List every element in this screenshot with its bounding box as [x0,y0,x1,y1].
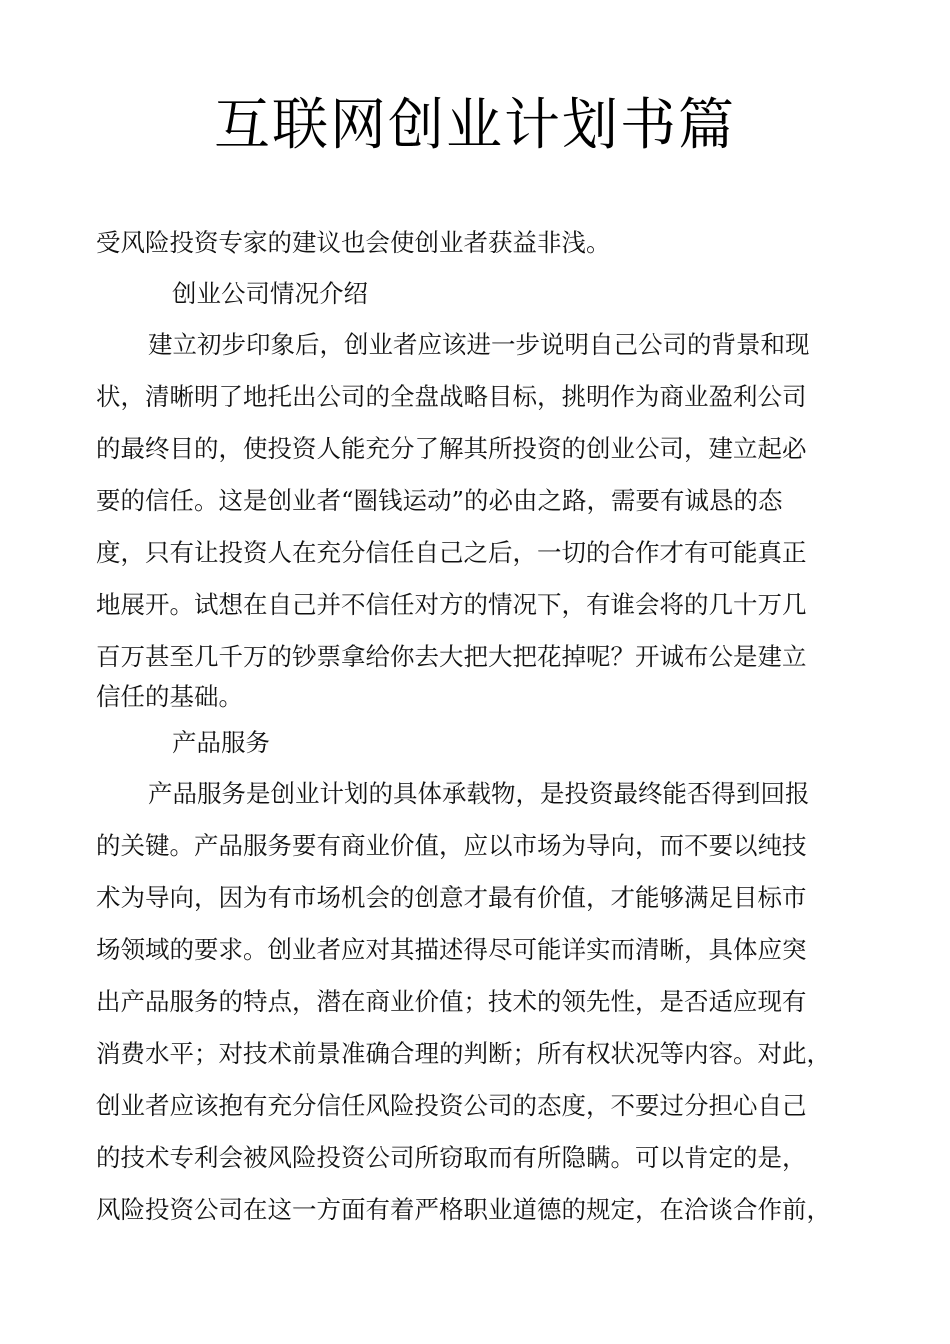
text-line: 受风险投资专家的建议也会使创业者获益非浅。 [96,228,611,257]
text-line: 度，只有让投资人在充分信任自己之后，一切的合作才有可能真正 [96,538,807,567]
text-line: 状，清晰明了地托出公司的全盘战略目标，挑明作为商业盈利公司 [96,382,807,411]
document-title: 互联网创业计划书篇 [214,93,736,158]
text-line: 风险投资公司在这一方面有着严格职业道德的规定，在洽谈合作前， [96,1195,831,1224]
text-line: 场领域的要求。创业者应对其描述得尽可能详实而清晰，具体应突 [96,935,807,964]
text-line: 百万甚至几千万的钞票拿给你去大把大把花掉呢？开诚布公是建立 [96,642,807,671]
text-line: 的技术专利会被风险投资公司所窃取而有所隐瞒。可以肯定的是， [96,1143,807,1172]
text-line: 产品服务是创业计划的具体承载物，是投资最终能否得到回报 [148,779,810,808]
text-line: 消费水平；对技术前景准确合理的判断；所有权状况等内容。对此， [96,1039,831,1068]
text-line: 建立初步印象后，创业者应该进一步说明自己公司的背景和现 [148,330,810,359]
section-heading-company-intro: 创业公司情况介绍 [172,279,368,308]
text-line: 的最终目的，使投资人能充分了解其所投资的创业公司，建立起必 [96,434,807,463]
section-heading-products: 产品服务 [172,728,270,757]
text-line: 地展开。试想在自己并不信任对方的情况下，有谁会将的几十万几 [96,590,807,619]
text-line: 的关键。产品服务要有商业价值，应以市场为导向，而不要以纯技 [96,831,807,860]
text-line: 信任的基础。 [96,682,243,711]
text-line: 创业者应该抱有充分信任风险投资公司的态度，不要过分担心自己 [96,1091,807,1120]
text-line: 术为导向，因为有市场机会的创意才最有价值，才能够满足目标市 [96,883,807,912]
text-line: 要的信任。这是创业者“圈钱运动”的必由之路，需要有诚恳的态 [96,486,783,515]
text-line: 出产品服务的特点，潜在商业价值；技术的领先性，是否适应现有 [96,987,807,1016]
